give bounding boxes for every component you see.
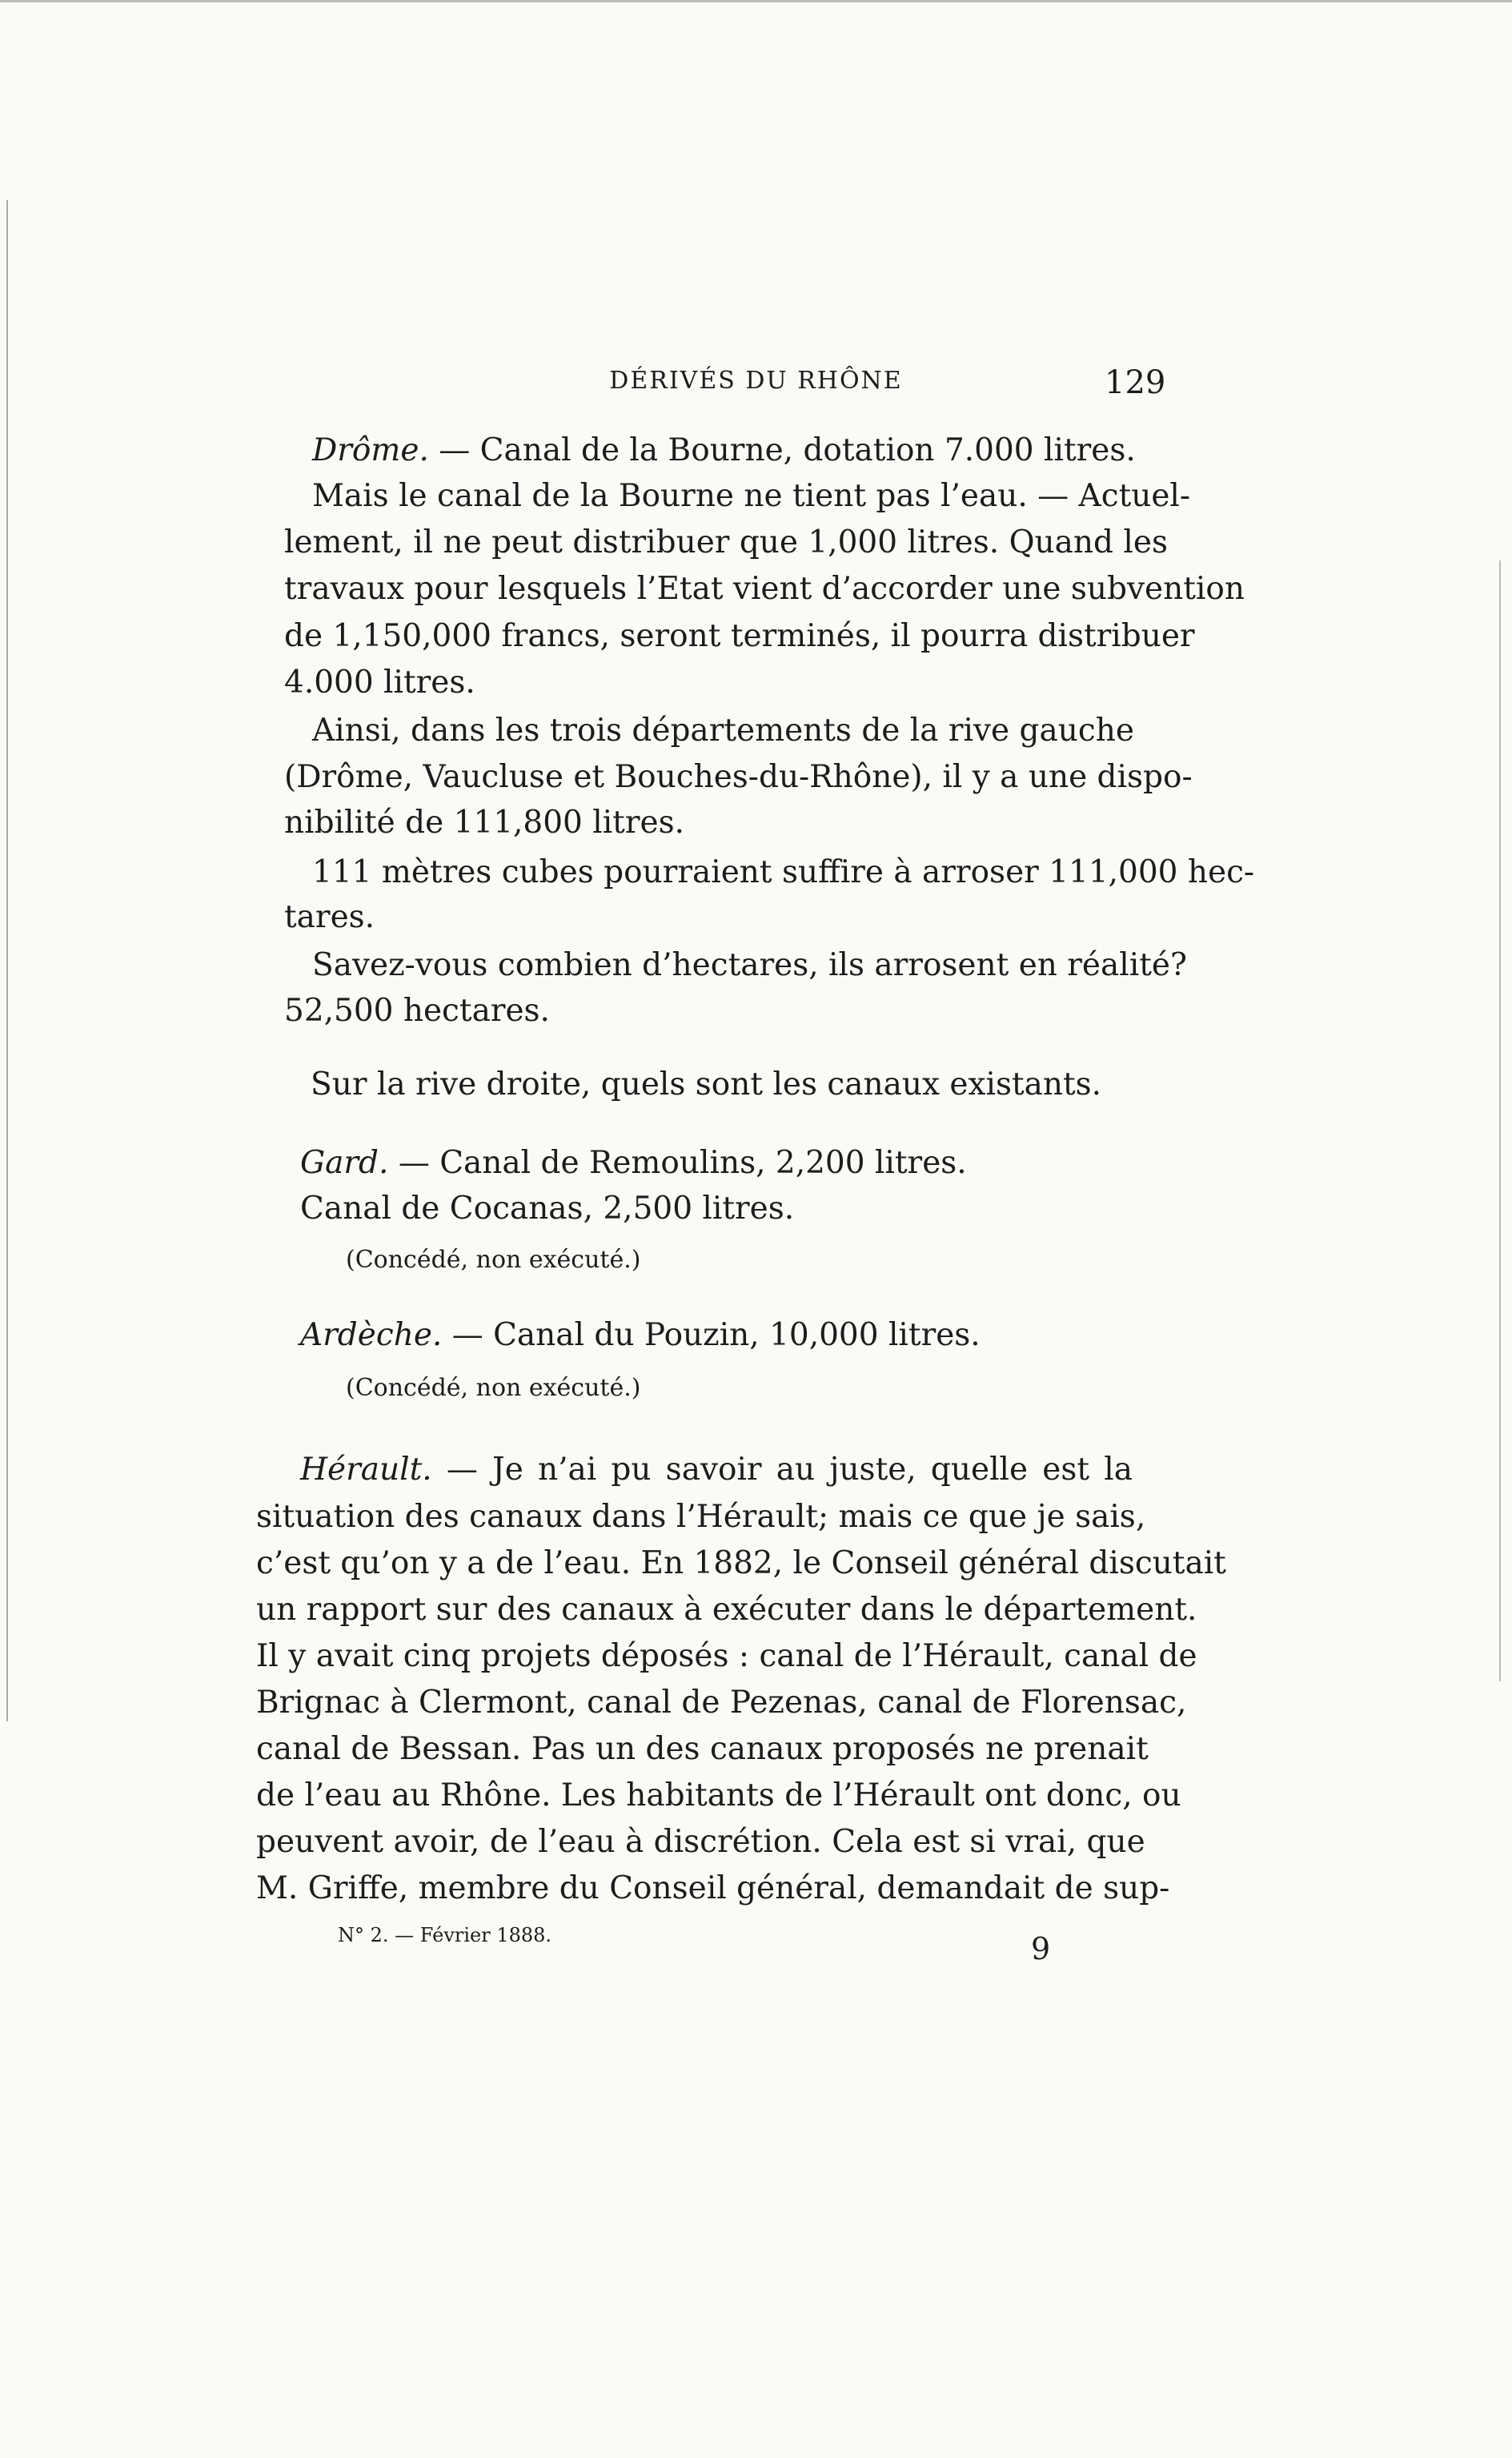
herault-line-1 [300, 1448, 1133, 1492]
herault-label: Hérault. [300, 1452, 432, 1488]
para4-line-1: Savez-vous combien d’hectares, ils arrosent en réalité? [312, 947, 1187, 983]
para2-line-1: Ainsi, dans les trois départements de la rive gauche [312, 713, 1134, 749]
issue-footer: N° 2. — Février 1888. [338, 1924, 552, 1946]
herault-line-7: canal de Bessan. Pas un des canaux proposés ne prenait [256, 1731, 1149, 1767]
para4-line-2: 52,500 hectares. [284, 993, 550, 1029]
para1-line-5: 4.000 litres. [284, 665, 475, 701]
herault-line-8: de l’eau au Rhône. Les habitants de l’Hérault ont donc, ou [256, 1777, 1181, 1813]
para3-line-2: tares. [284, 899, 375, 935]
gard-note: (Concédé, non exécuté.) [346, 1246, 641, 1274]
herault-line-3: c’est qu’on y a de l’eau. En 1882, le Conseil général discutait [256, 1545, 1226, 1581]
drome-line [312, 428, 1161, 473]
herault-line-6: Brignac à Clermont, canal de Pezenas, canal de Florensac, [256, 1685, 1187, 1721]
para2-line-3: nibilité de 111,800 litres. [284, 805, 684, 841]
rive-droite-line: Sur la rive droite, quels sont les canaux existants. [311, 1066, 1102, 1102]
scan-top-border [0, 0, 1512, 2]
herault-first-text: — Je n’ai pu savoir au juste, quelle est la [431, 1452, 1133, 1488]
gard-line [300, 1141, 1149, 1186]
herault-line-9: peuvent avoir, de l’eau à discrétion. Cela est si vrai, que [256, 1824, 1145, 1860]
para1-line-2: lement, il ne peut distribuer que 1,000 litres. Quand les [284, 524, 1168, 560]
gard-text: — Canal de Remoulins, 2,200 litres. [388, 1145, 967, 1181]
para3-line-1: 111 mètres cubes pourraient suffire à arroser 111,000 hec- [312, 854, 1255, 890]
herault-line-4: un rapport sur des canaux à exécuter dans le département. [256, 1592, 1197, 1628]
signature-mark: 9 [1031, 1931, 1051, 1966]
para2-line-2: (Drôme, Vaucluse et Bouches-du-Rhône), il y a une dispo- [284, 759, 1193, 795]
ardeche-line [300, 1313, 1149, 1358]
scan-right-edge [1499, 560, 1501, 1681]
ardeche-text: — Canal du Pouzin, 10,000 litres. [442, 1317, 981, 1353]
ardeche-note: (Concédé, non exécuté.) [346, 1374, 641, 1402]
ardeche-label: Ardèche. [300, 1317, 443, 1353]
page-number: 129 [1105, 364, 1166, 401]
para1-line-3: travaux pour lesquels l’Etat vient d’accorder une subvention [284, 571, 1245, 607]
gard-label: Gard. [300, 1145, 389, 1181]
running-title: DÉRIVÉS DU RHÔNE [609, 367, 903, 395]
herault-line-10: M. Griffe, membre du Conseil général, demandait de sup- [256, 1870, 1170, 1906]
gard-line-2: Canal de Cocanas, 2,500 litres. [300, 1191, 795, 1227]
herault-line-5: Il y avait cinq projets déposés : canal de l’Hérault, canal de [256, 1638, 1197, 1674]
scan-left-edge [6, 200, 8, 1721]
drome-text: — Canal de la Bourne, dotation 7.000 litres. [428, 432, 1136, 468]
para1-line-1: Mais le canal de la Bourne ne tient pas l’eau. — Actuel- [312, 478, 1191, 514]
drome-label: Drôme. [312, 432, 429, 468]
herault-line-2: situation des canaux dans l’Hérault; mais ce que je sais, [256, 1499, 1146, 1535]
para1-line-4: de 1,150,000 francs, seront terminés, il pourra distribuer [284, 618, 1195, 654]
